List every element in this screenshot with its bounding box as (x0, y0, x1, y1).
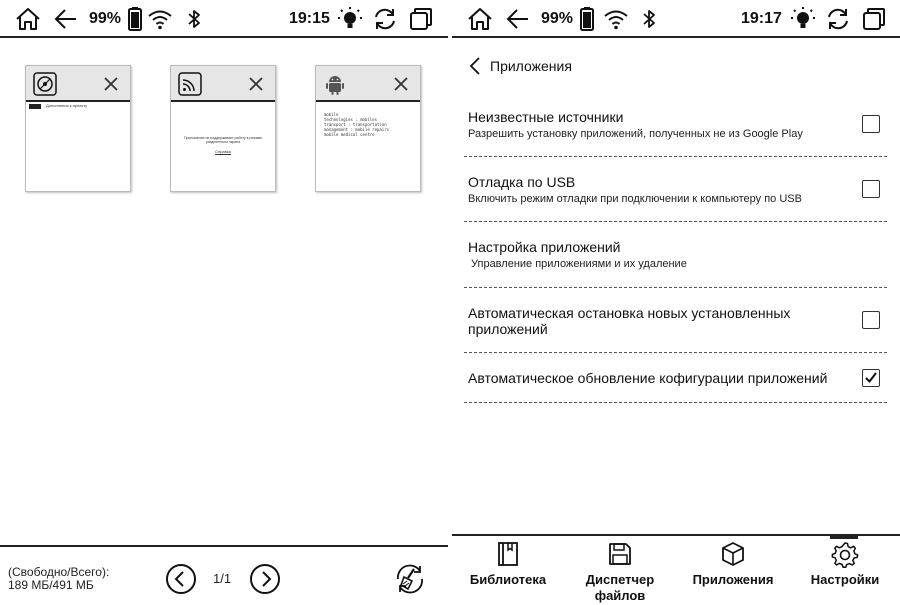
setting-usb-debugging[interactable] (464, 157, 887, 222)
nav-settings[interactable] (799, 536, 891, 605)
page-indicator: 1/1 (213, 571, 232, 586)
setting-auto-stop-new-apps[interactable] (464, 288, 887, 353)
save-floppy-icon (606, 540, 634, 568)
light-bulb-icon[interactable] (789, 5, 817, 33)
checkmark-icon (863, 370, 878, 385)
cast-app-icon (178, 72, 202, 96)
close-icon[interactable] (392, 75, 410, 93)
card-header (171, 66, 275, 102)
wifi-icon (146, 5, 174, 33)
next-page-button[interactable] (249, 563, 281, 595)
recent-apps-screen (0, 0, 448, 605)
nav-applications[interactable] (687, 536, 779, 605)
refresh-icon[interactable] (824, 5, 852, 33)
apps-cube-icon (719, 540, 747, 568)
light-bulb-icon[interactable] (336, 5, 364, 33)
setting-title: Неизвестные источники (468, 109, 624, 125)
bottom-navigation (452, 534, 900, 605)
unknown-sources-checkbox[interactable] (862, 115, 880, 133)
recent-app-card[interactable] (315, 65, 421, 192)
setting-manage-apps[interactable] (464, 222, 887, 288)
setting-title: Отладка по USB (468, 174, 576, 190)
status-bar (452, 0, 900, 38)
page-title: Приложения (490, 58, 572, 74)
usb-debugging-checkbox[interactable] (862, 180, 880, 198)
close-icon[interactable] (247, 75, 265, 93)
battery-percent: 99% (89, 10, 122, 27)
auto-stop-checkbox[interactable] (862, 311, 880, 329)
setting-title: Автоматическая остановка новых установленных приложений (468, 305, 791, 337)
battery-icon (573, 5, 601, 33)
clock-time: 19:15 (289, 10, 330, 27)
battery-icon (121, 5, 149, 33)
card-header (26, 66, 130, 102)
nav-library[interactable] (462, 536, 554, 605)
nav-label: Настройки (810, 572, 880, 587)
library-icon (494, 540, 522, 568)
app-preview (316, 104, 420, 191)
disc-app-icon (33, 72, 57, 96)
android-app-icon (323, 72, 347, 96)
preview-text: mobile technologies : mobiles transport : transportation management : mobile repairs mobile medical centre (324, 112, 390, 137)
status-bar (0, 0, 448, 38)
setting-subtitle: Разрешить установку приложений, полученных не из Google Play (468, 128, 803, 140)
apps-settings-screen (452, 0, 900, 605)
home-icon[interactable] (14, 5, 42, 33)
setting-unknown-sources[interactable] (464, 100, 887, 157)
nav-label: Диспетчер файлов (585, 572, 655, 603)
nav-label: Приложения (692, 572, 774, 587)
recent-app-card[interactable] (170, 65, 276, 192)
setting-title: Настройка приложений (468, 239, 621, 255)
setting-subtitle: Управление приложениями и их удаление (471, 258, 687, 270)
bluetooth-icon (635, 5, 663, 33)
chevron-left-icon (468, 56, 482, 76)
nav-label: Библиотека (469, 572, 547, 587)
setting-auto-update-config[interactable] (464, 353, 887, 403)
app-preview (26, 104, 130, 191)
setting-title: Автоматическое обновление кофигурации приложений (468, 370, 828, 386)
preview-text: Приложение не поддерживает работу в режиме разделенного экрана (183, 136, 263, 144)
back-to-settings-button[interactable] (468, 55, 572, 77)
preview-text: Дополнения к проекту (46, 104, 88, 108)
multitask-icon[interactable] (860, 5, 888, 33)
app-preview (171, 104, 275, 191)
close-icon[interactable] (102, 75, 120, 93)
recent-app-card[interactable] (25, 65, 131, 192)
back-arrow-icon[interactable] (504, 5, 532, 33)
recent-apps-footer (0, 545, 448, 605)
auto-update-checkbox[interactable] (862, 369, 880, 387)
back-arrow-icon[interactable] (52, 5, 80, 33)
clear-all-broom-icon[interactable] (392, 561, 428, 597)
refresh-icon[interactable] (371, 5, 399, 33)
setting-subtitle: Включить режим отладки при подключении к компьютеру по USB (468, 193, 802, 205)
preview-link: Справка (215, 149, 231, 154)
nav-file-manager[interactable] (574, 536, 666, 605)
multitask-icon[interactable] (407, 5, 435, 33)
bluetooth-icon (180, 5, 208, 33)
storage-label: (Свободно/Всего): (8, 565, 110, 579)
previous-page-button[interactable] (165, 563, 197, 595)
wifi-icon (602, 5, 630, 33)
gear-icon (831, 540, 859, 568)
card-header (316, 66, 420, 102)
storage-value: 189 МБ/491 МБ (8, 578, 94, 592)
battery-percent: 99% (541, 10, 574, 27)
clock-time: 19:17 (741, 10, 782, 27)
home-icon[interactable] (466, 5, 494, 33)
